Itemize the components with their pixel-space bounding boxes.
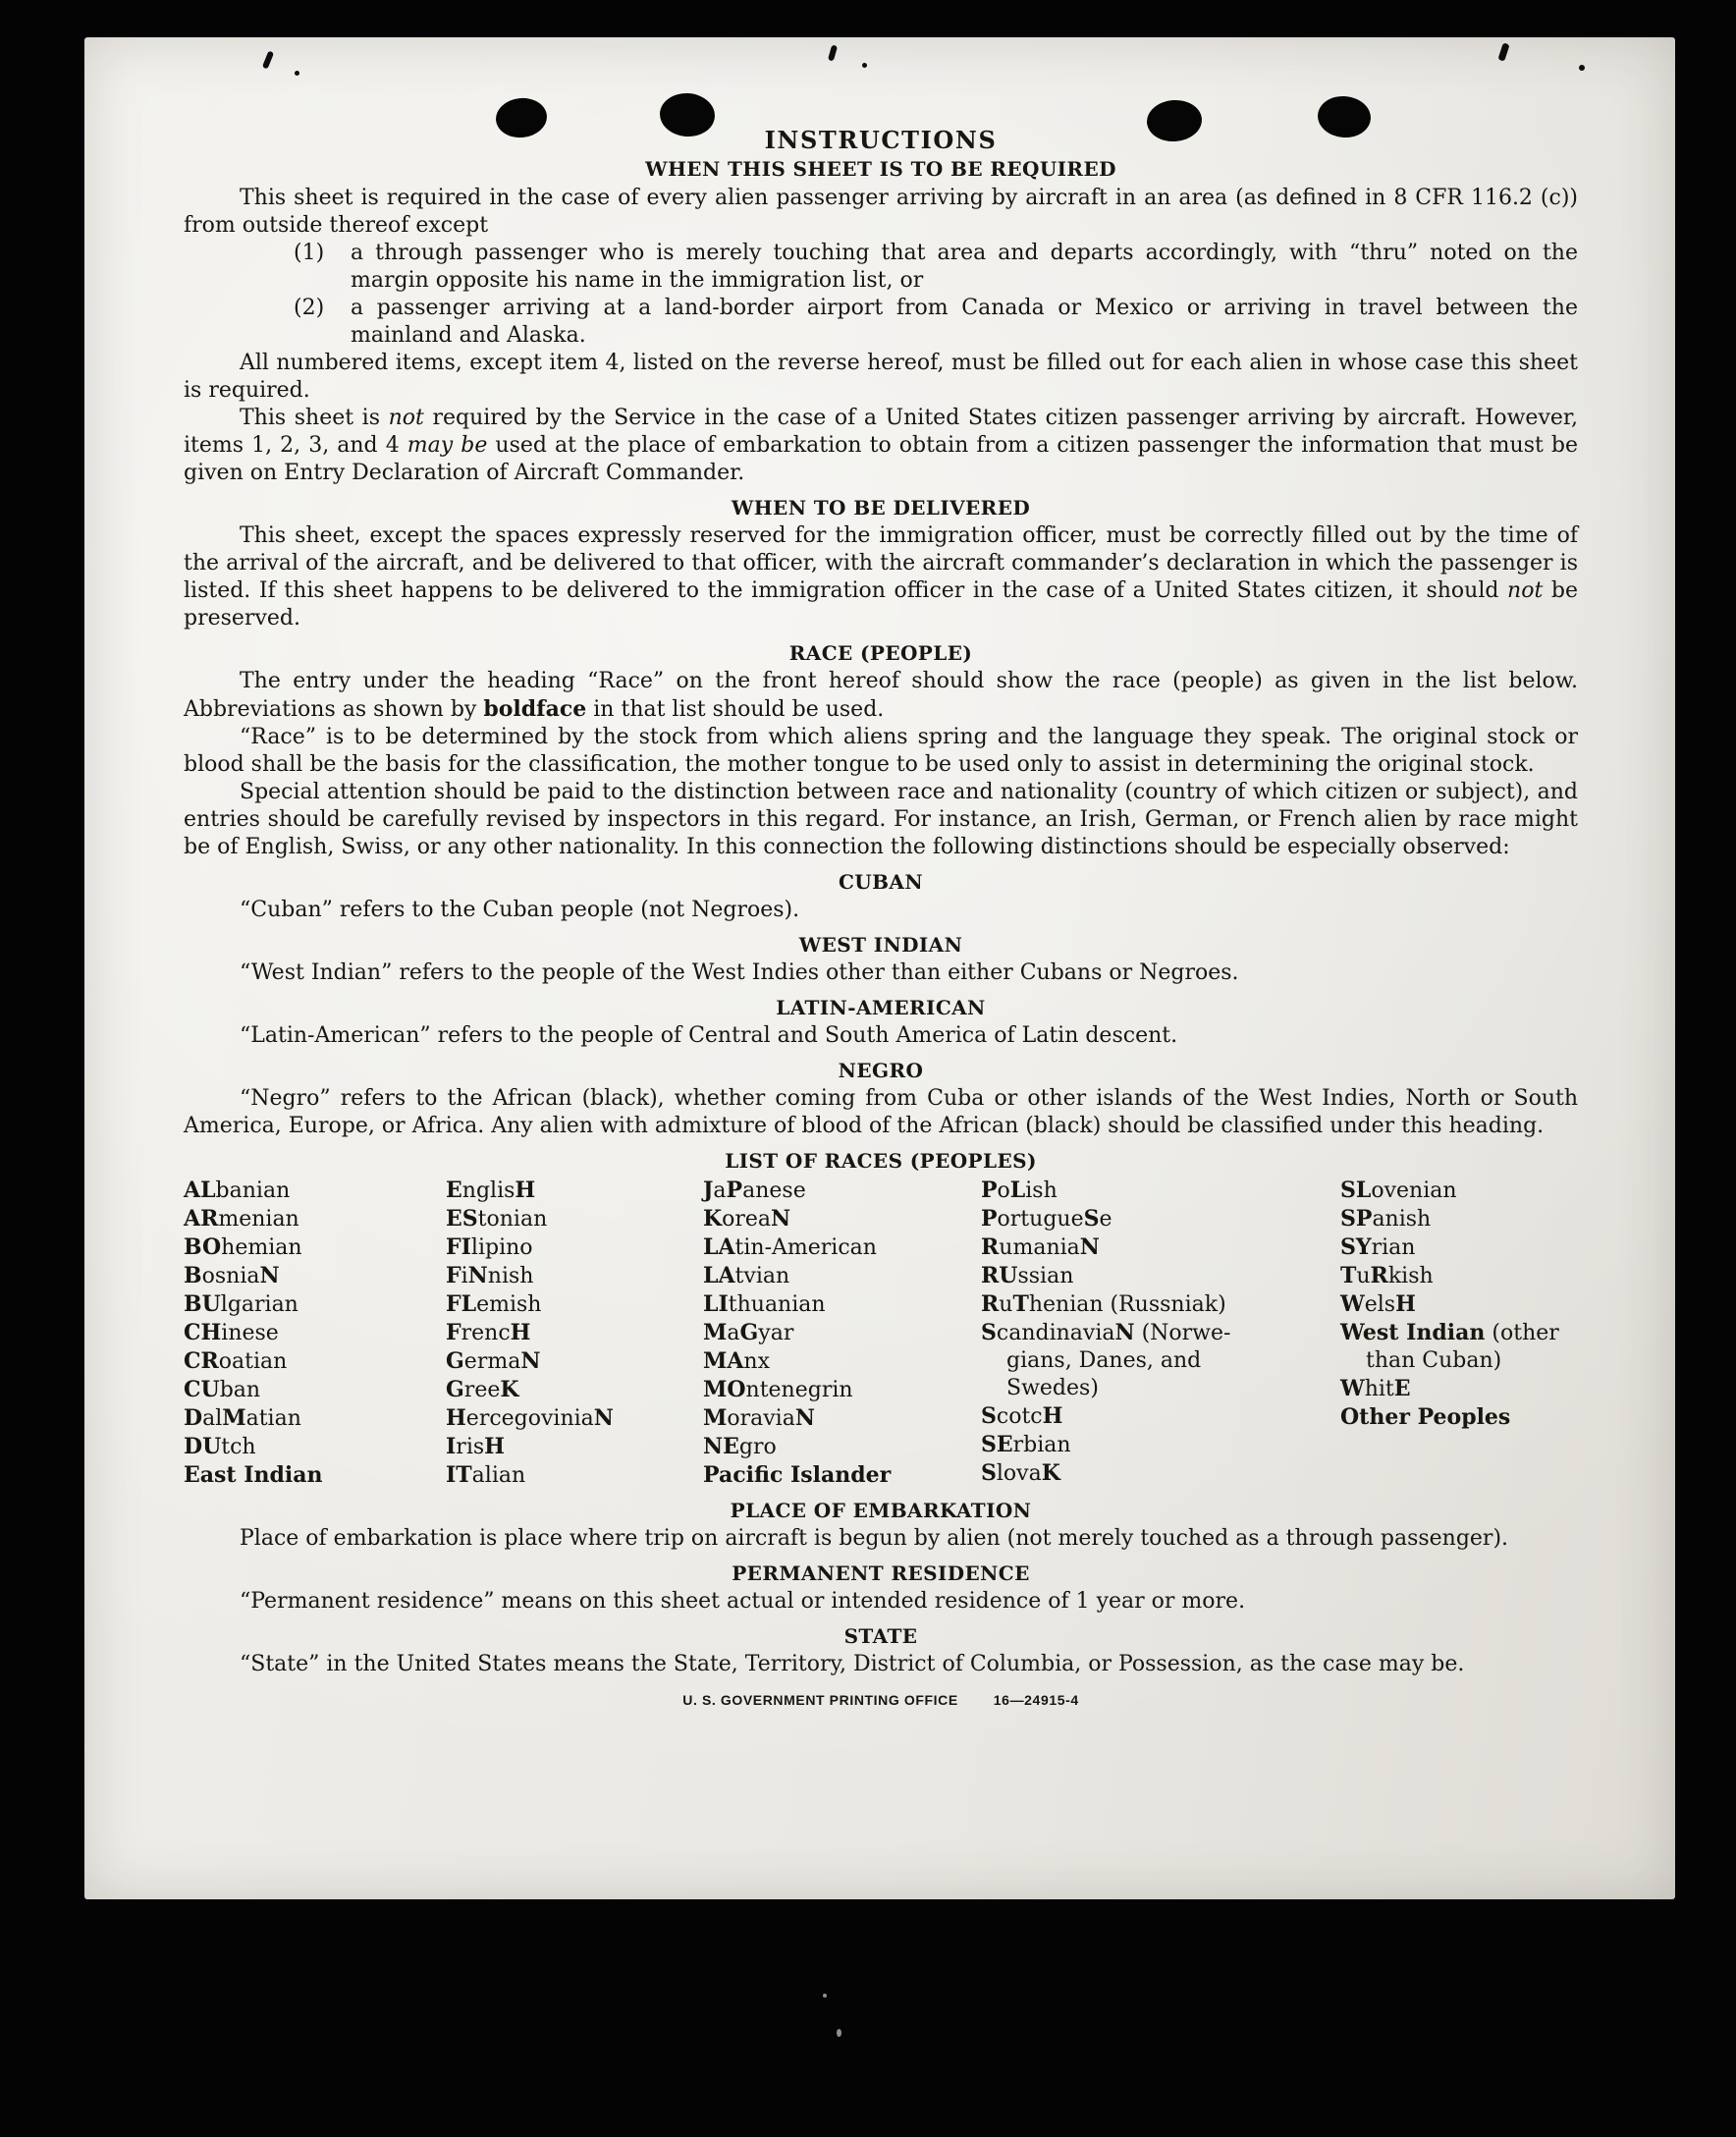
race-item: BUlgarian — [184, 1291, 298, 1317]
paragraph-race-nationality: Special attention should be paid to the distinction between race and nationality (country of which citizen or subject), and entries should be carefully revised by inspectors in this regard. For instance, an Irish, German, or French alien by race might be of English, Swiss, or any other nationality. In this connection the following distinctions should be especially observed: — [184, 780, 1578, 859]
race-item: BosniaN — [184, 1263, 280, 1288]
item-number-1: (1) — [294, 241, 325, 265]
document-sheet — [84, 37, 1675, 1899]
paragraph-race-stock: “Race” is to be determined by the stock from which aliens spring and the language they speak. The original stock or blood shall be the basis for the classification, the mother tongue to be used only to assist in determining the original stock. — [184, 725, 1578, 777]
race-item: GreeK — [446, 1377, 519, 1402]
race-item: CUban — [184, 1377, 261, 1402]
race-list-column-3 — [703, 1177, 981, 1490]
numbered-item-2 — [184, 295, 1578, 350]
race-item: NEgro — [703, 1434, 777, 1459]
heading-list-of-races: LIST OF RACES (PEOPLES) — [725, 1149, 1037, 1173]
race-item: TuRkish — [1340, 1263, 1434, 1288]
race-item: SYrian — [1340, 1234, 1416, 1260]
race-item: ScotcH — [981, 1403, 1063, 1429]
race-item: CRoatian — [184, 1348, 288, 1374]
paragraph-when-delivered: This sheet, except the spaces expressly reserved for the immigration officer, must be correctly filled out by the time of the arrival of the aircraft, and be delivered to that officer, with the aircraft commander’s declaration in which the passenger is listed. If this sheet happens to be delivered to the immigration officer in the case of a United States citizen, it should not be preserved. — [184, 523, 1578, 630]
race-item: ITalian — [446, 1462, 526, 1488]
race-item: PoLish — [981, 1178, 1058, 1203]
race-item: LAtvian — [703, 1263, 790, 1288]
item-text-2: a passenger arriving at a land-border airport from Canada or Mexico or arriving in travel between the mainland and Alaska. — [351, 296, 1578, 348]
race-item: FIlipino — [446, 1234, 533, 1260]
race-item: DUtch — [184, 1434, 256, 1459]
race-list-column-4 — [981, 1177, 1340, 1490]
race-item: SPanish — [1340, 1206, 1432, 1232]
item-number-2: (2) — [294, 296, 325, 320]
paragraph-latin-american: “Latin-American” refers to the people of Central and South America of Latin descent. — [240, 1023, 1178, 1048]
race-item: MaGyar — [703, 1320, 794, 1345]
race-item: WhitE — [1340, 1376, 1411, 1401]
race-item: CHinese — [184, 1320, 279, 1345]
paragraph-all-numbered-items: All numbered items, except item 4, listed on the reverse hereof, must be filled out for each alien in whose case this sheet is required. — [184, 351, 1578, 403]
paragraph-embarkation: Place of embarkation is place where trip on aircraft is begun by alien (not merely touched as a through passenger). — [240, 1526, 1509, 1551]
race-item: SErbian — [981, 1432, 1071, 1457]
ink-mark — [295, 71, 299, 76]
ink-mark — [862, 63, 867, 68]
document-content — [184, 126, 1578, 1708]
race-item: LIthuanian — [703, 1291, 826, 1317]
heading-place-of-embarkation: PLACE OF EMBARKATION — [730, 1499, 1032, 1522]
paragraph-west-indian: “West Indian” refers to the people of the West Indies other than either Cubans or Negroes. — [240, 960, 1239, 985]
printing-office-label: U. S. GOVERNMENT PRINTING OFFICE — [682, 1692, 958, 1708]
numbered-item-1 — [184, 240, 1578, 295]
printing-office-footer — [184, 1692, 1578, 1708]
heading-latin-american: LATIN-AMERICAN — [776, 996, 986, 1019]
paragraph-not-required-citizen: This sheet is not required by the Service in the case of a United States citizen passenger arriving by aircraft. However, items 1, 2, 3, and 4 may be used at the place of embarkation to obtain from a citizen passenger the information that must be given on Entry Declaration of Aircraft Commander. — [184, 406, 1578, 485]
paragraph-cuban: “Cuban” refers to the Cuban people (not Negroes). — [240, 898, 800, 922]
race-list — [184, 1177, 1578, 1490]
race-item: RuThenian (Russniak) — [981, 1291, 1226, 1317]
heading-cuban: CUBAN — [838, 870, 924, 894]
race-item: LAtin-American — [703, 1234, 877, 1260]
race-item: East Indian — [184, 1462, 323, 1488]
heading-race-people: RACE (PEOPLE) — [788, 641, 973, 665]
ink-mark — [1579, 65, 1585, 71]
race-item: ScandinaviaN (Norwe- gians, Danes, and Swedes) — [981, 1320, 1231, 1400]
race-item: West Indian (other than Cuban) — [1340, 1320, 1559, 1373]
race-item: SLovenian — [1340, 1178, 1457, 1203]
race-item: DalMatian — [184, 1405, 301, 1431]
race-item: MAnx — [703, 1348, 770, 1374]
race-item: FiNnish — [446, 1263, 534, 1288]
race-item: Other Peoples — [1340, 1404, 1511, 1430]
race-item: HercegoviniaN — [446, 1405, 614, 1431]
film-speck — [837, 2029, 841, 2037]
race-item: FLemish — [446, 1291, 542, 1317]
race-item: BOhemian — [184, 1234, 302, 1260]
heading-state: STATE — [843, 1624, 918, 1648]
race-item: GermaN — [446, 1348, 541, 1374]
race-item: JaPanese — [703, 1178, 806, 1203]
race-item: MOntenegrin — [703, 1377, 853, 1402]
paragraph-required-intro: This sheet is required in the case of every alien passenger arriving by aircraft in an area (as defined in 8 CFR 116.2 (c)) from outside thereof except — [184, 186, 1578, 238]
item-text-1: a through passenger who is merely touching that area and departs accordingly, with “thru” noted on the margin opposite his name in the immigration list, or — [351, 241, 1578, 293]
race-item: FrencH — [446, 1320, 531, 1345]
heading-west-indian: WEST INDIAN — [798, 933, 963, 957]
race-item: IrisH — [446, 1434, 505, 1459]
race-item: RumaniaN — [981, 1234, 1100, 1260]
paragraph-permanent-residence: “Permanent residence” means on this sheet actual or intended residence of 1 year or more. — [240, 1589, 1246, 1614]
race-list-column-5 — [1340, 1177, 1578, 1490]
heading-permanent-residence: PERMANENT RESIDENCE — [732, 1562, 1030, 1585]
race-item: Pacific Islander — [703, 1462, 892, 1488]
race-list-column-2 — [446, 1177, 703, 1490]
race-item: RUssian — [981, 1263, 1074, 1288]
race-item: EStonian — [446, 1206, 548, 1232]
paragraph-race-entry: The entry under the heading “Race” on the front hereof should show the race (people) as given in the list below. Abbreviations as shown by boldface in that list should be used. — [184, 669, 1578, 722]
race-item: MoraviaN — [703, 1405, 815, 1431]
race-item: WelsH — [1340, 1291, 1416, 1317]
page-title: INSTRUCTIONS — [764, 126, 998, 154]
film-speck — [823, 1994, 827, 1998]
heading-when-required: WHEN THIS SHEET IS TO BE REQUIRED — [645, 157, 1116, 181]
race-item: ARmenian — [184, 1206, 299, 1232]
race-item: EnglisH — [446, 1178, 536, 1203]
paragraph-state: “State” in the United States means the State, Territory, District of Columbia, or Possession, as the case may be. — [240, 1652, 1465, 1676]
race-item: SlovaK — [981, 1460, 1060, 1486]
race-item: PortugueSe — [981, 1206, 1112, 1232]
form-print-code: 16—24915-4 — [993, 1692, 1079, 1708]
race-item: KoreaN — [703, 1206, 791, 1232]
paragraph-negro: “Negro” refers to the African (black), whether coming from Cuba or other islands of the West Indies, North or South America, Europe, or Africa. Any alien with admixture of blood of the African (black) should be classified under this heading. — [184, 1086, 1578, 1138]
race-list-column-1 — [184, 1177, 446, 1490]
heading-negro: NEGRO — [838, 1059, 924, 1082]
heading-when-delivered: WHEN TO BE DELIVERED — [731, 496, 1031, 520]
race-item: ALbanian — [184, 1178, 291, 1203]
